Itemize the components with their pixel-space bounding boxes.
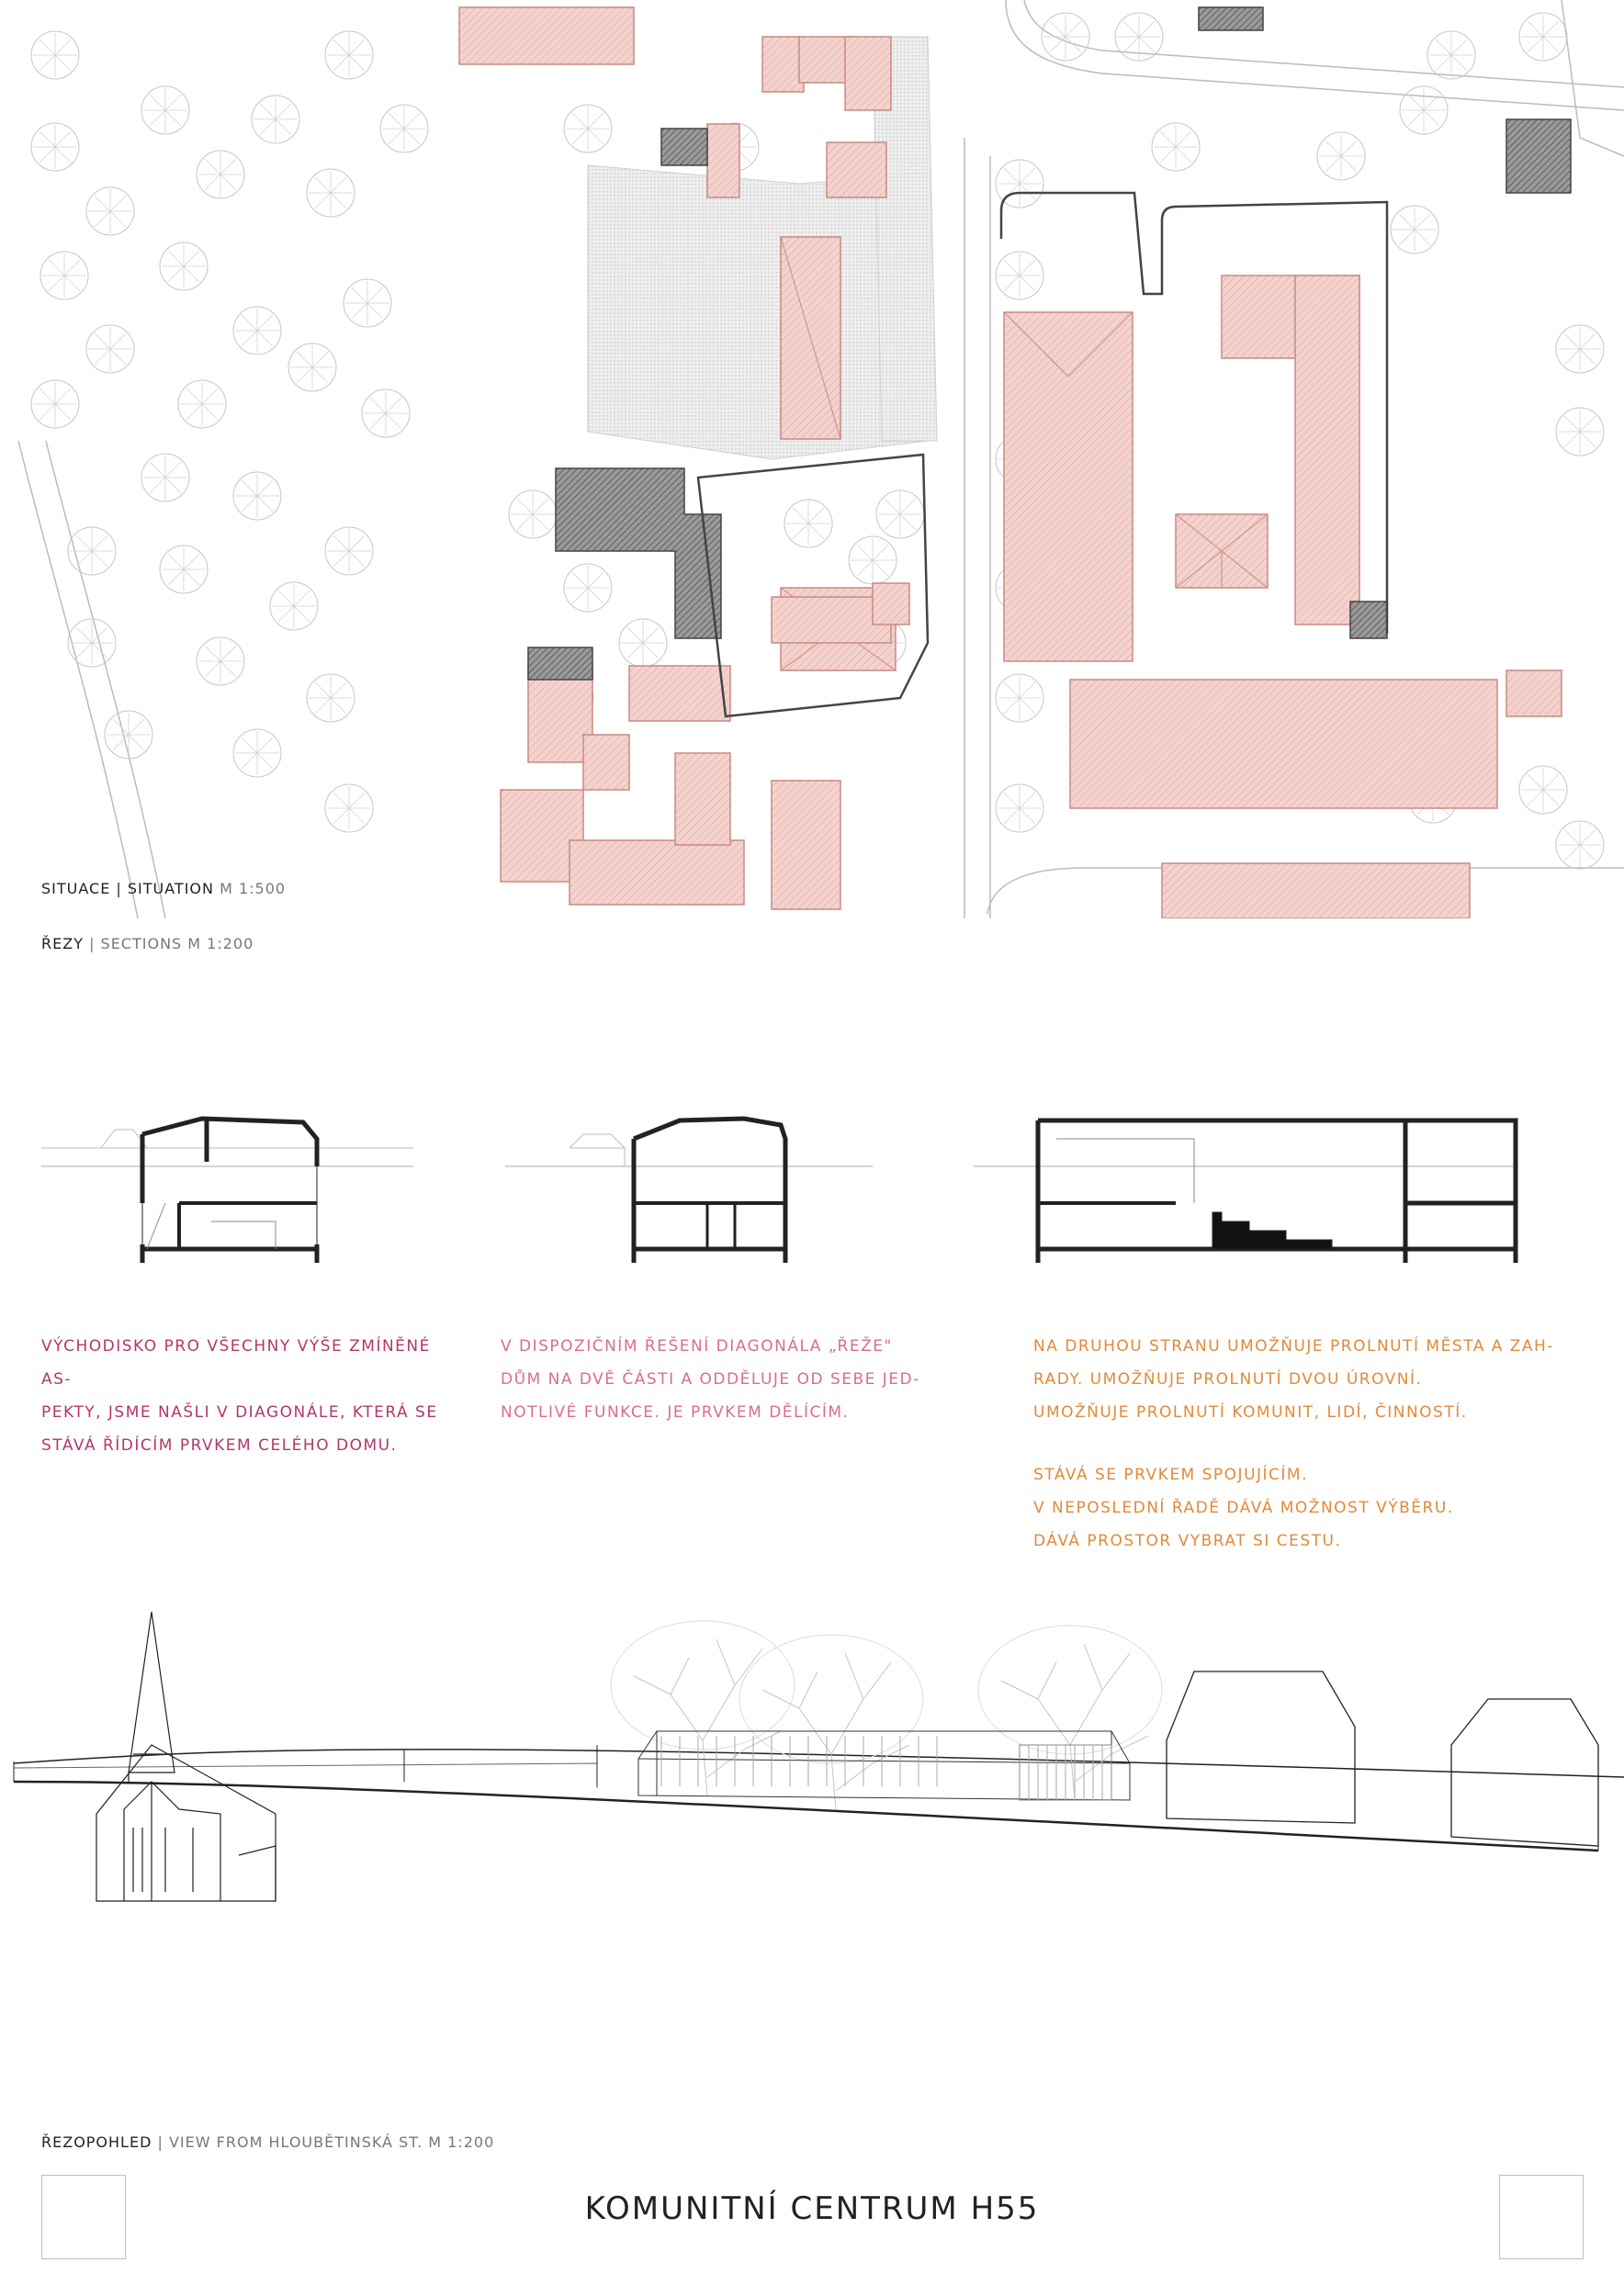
sections-caption-label: ŘEZY: [41, 935, 84, 952]
section-drawings: [0, 1084, 1624, 1286]
site-plan: [0, 0, 1624, 918]
section-1: [41, 1119, 413, 1263]
sections-caption: [41, 935, 254, 952]
houses-elevation: [1167, 1671, 1598, 1846]
section-2: [505, 1119, 873, 1263]
situation-caption-label: SITUACE | SITUATION: [41, 880, 214, 897]
sections-caption-scale: | SECTIONS M 1:200: [89, 935, 254, 952]
situation-caption-scale: M 1:500: [220, 880, 287, 897]
page-title: KOMUNITNÍ CENTRUM H55: [584, 2190, 1040, 2227]
section-3: [974, 1120, 1516, 1263]
elevation-caption-label: ŘEZOPOHLED: [41, 2133, 152, 2151]
elevation-caption: [41, 2133, 494, 2151]
section-elevation: [0, 1598, 1624, 2149]
concept-text-1: VÝCHODISKO PRO VŠECHNY VÝŠE ZMÍNĚNÉ AS- PEKTY, JSME NAŠLI V DIAGONÁLE, KTERÁ SE STÁVÁ ŘÍDÍCÍM PRVKEM CELÉHO DOMU.: [41, 1337, 438, 1455]
concept-text-2: V DISPOZIČNÍM ŘEŠENÍ DIAGONÁLA „ŘEŽE" DŮM NA DVĚ ČÁSTI A ODDĚLUJE OD SEBE JED- NOTLIVÉ FUNKCE. JE PRVKEM DĚLÍCÍM.: [501, 1337, 920, 1422]
elevation-caption-scale: | VIEW FROM HLOUBĚTINSKÁ ST. M 1:200: [157, 2133, 495, 2151]
situation-caption: [41, 880, 286, 897]
community-centre-elevation: [638, 1731, 1130, 1800]
concept-text-3a: NA DRUHOU STRANU UMOŽŇUJE PROLNUTÍ MĚSTA A ZAH- RADY. UMOŽŇUJE PROLNUTÍ DVOU ÚROVNÍ. UMOŽŇUJE PROLNUTÍ KOMUNIT, LIDÍ, ČINNOSTÍ.: [1033, 1337, 1554, 1422]
concept-text-3b: STÁVÁ SE PRVKEM SPOJUJÍCÍM. V NEPOSLEDNÍ ŘADĚ DÁVÁ MOŽNOST VÝBĚRU. DÁVÁ PROSTOR VYBRAT SI CESTU.: [1033, 1466, 1454, 1550]
